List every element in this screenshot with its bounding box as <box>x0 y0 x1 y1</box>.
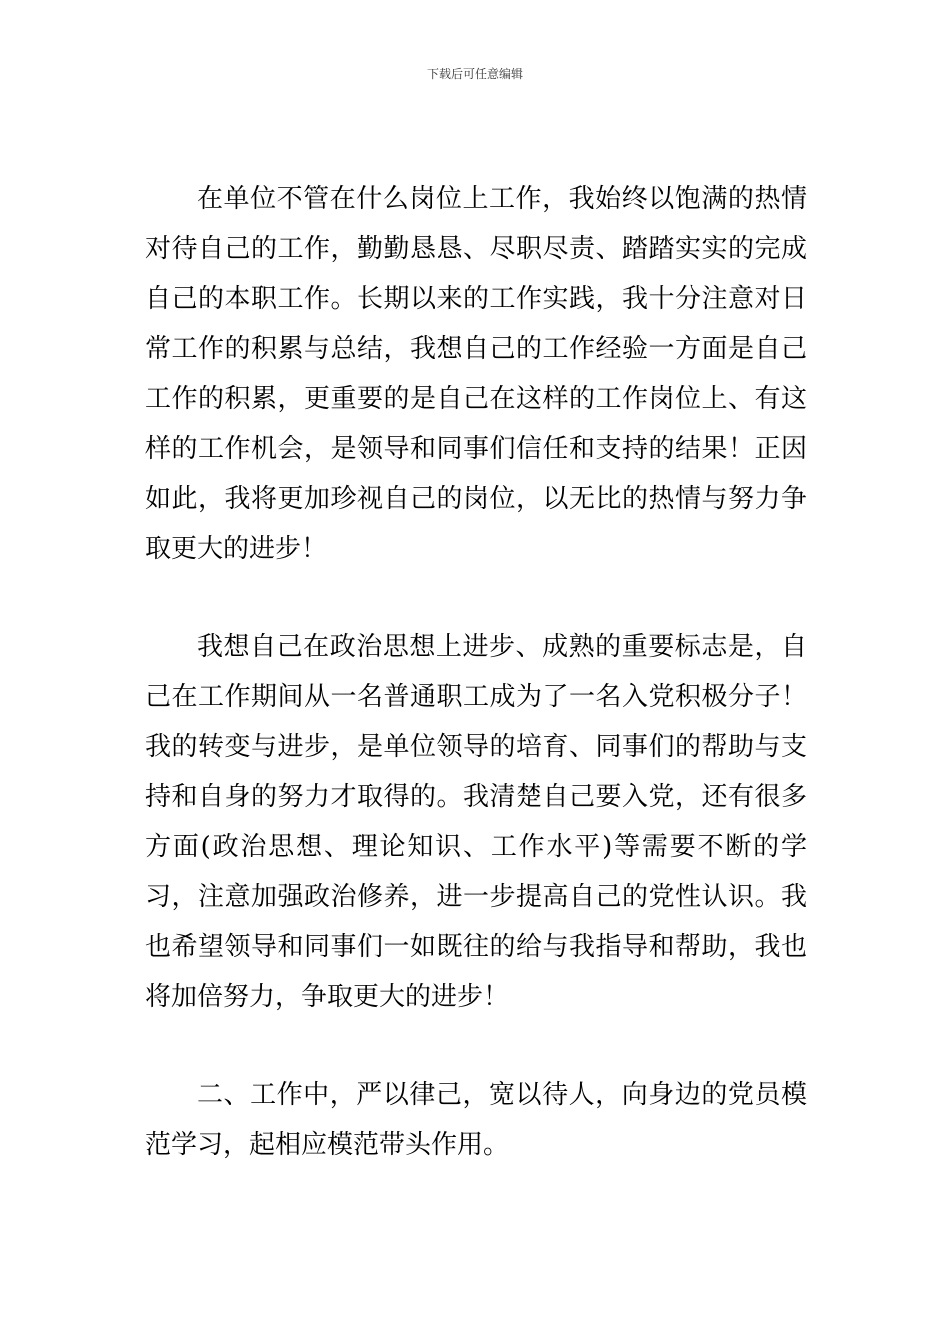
paragraph-section-two: 二、工作中，严以律己，宽以待人，向身边的党员模范学习，起相应模范带头作用。 <box>145 1080 807 1160</box>
paragraph-political-progress: 我想自己在政治思想上进步、成熟的重要标志是，自己在工作期间从一名普通职工成为了一名入党积极分子！我的转变与进步，是单位领导的培育、同事们的帮助与支持和自身的努力才取得的。我清楚自己要入党，还有很多方面(政治思想、理论知识、工作水平)等需要不断的学习，注意加强政治修养，进一步提高自己的党性认识。我也希望领导和同事们一如既往的给与我指导和帮助，我也将加倍努力，争取更大的进步！ <box>145 632 807 1012</box>
header-note: 下载后可任意编辑 <box>426 67 523 81</box>
paragraph-work-attitude: 在单位不管在什么岗位上工作，我始终以饱满的热情对待自己的工作，勤勤恳恳、尽职尽责、踏踏实实的完成自己的本职工作。长期以来的工作实践，我十分注意对日常工作的积累与总结，我想自己的工作经验一方面是自己工作的积累，更重要的是自己在这样的工作岗位上、有这样的工作机会，是领导和同事们信任和支持的结果！正因如此，我将更加珍视自己的岗位，以无比的热情与努力争取更大的进步！ <box>145 184 807 564</box>
